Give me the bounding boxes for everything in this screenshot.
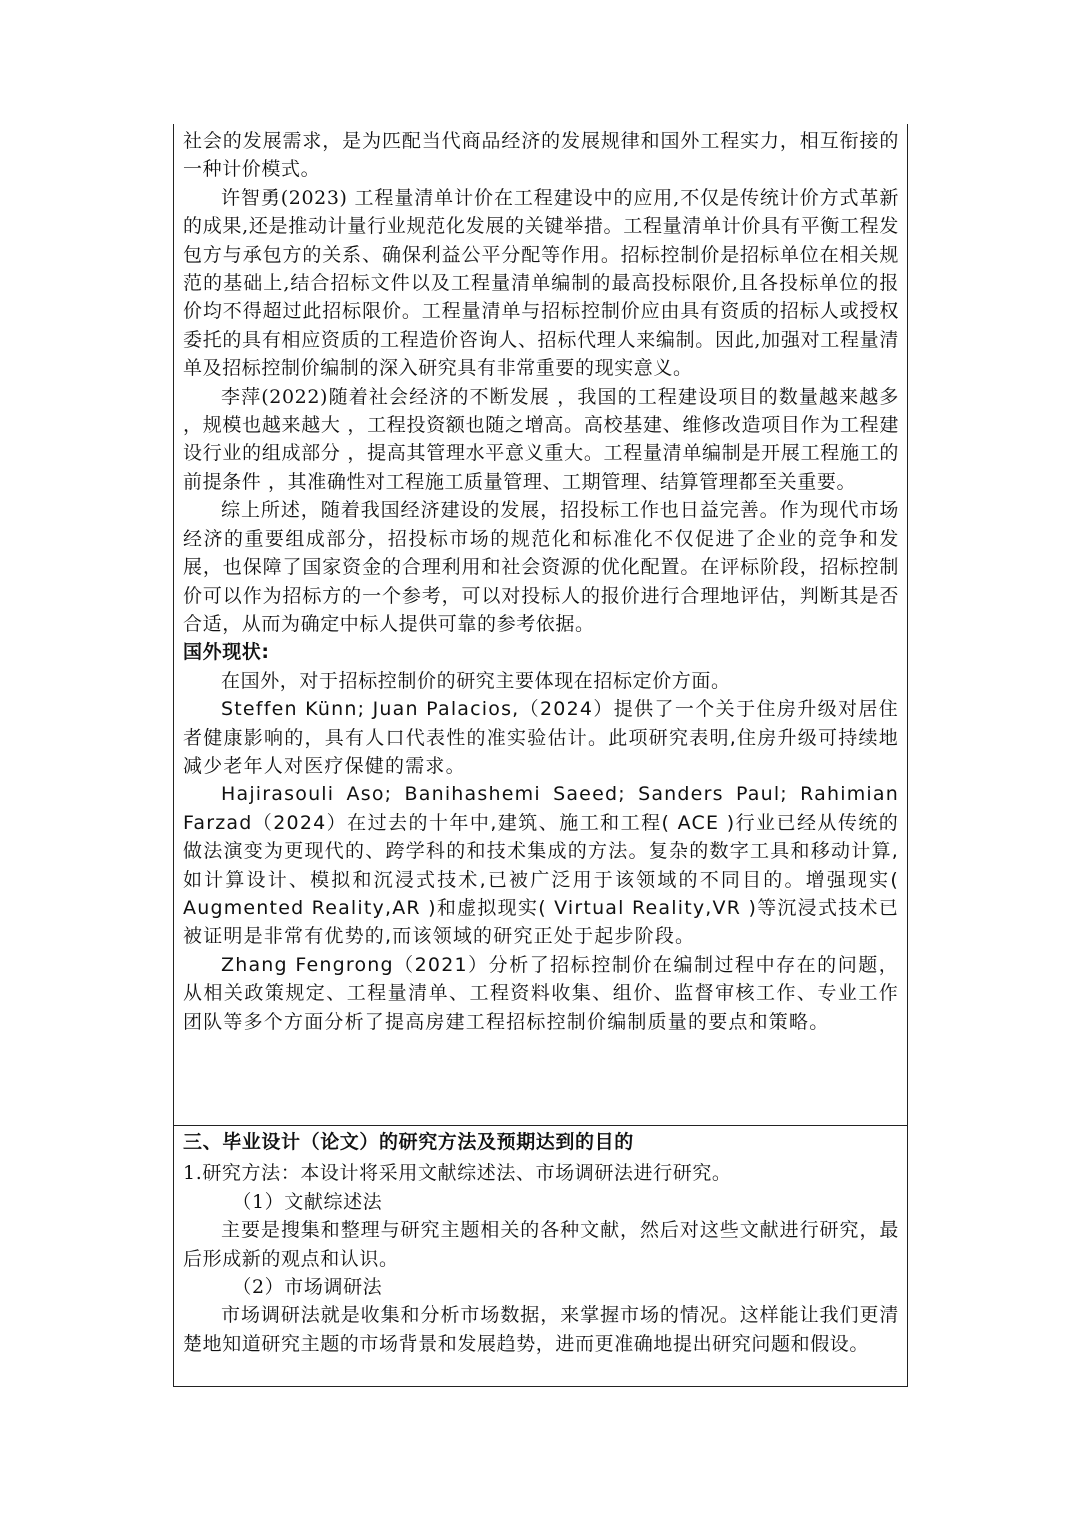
paragraph-hajirasouli: Hajirasouli Aso; Banihashemi Saeed; Sanders Paul; Rahimian Farzad（2024）在过去的十年中,建筑、施工和工程( ACE )行业已经从传统的做法演变为更现代的、跨学科的和技术集成的方法。复杂的数字工具和移动计算,如计算设计、模拟和沉浸式技术,已被广泛用于该领域的不同目的。增强现实( Augmented Reality,AR )和虚拟现实( Virtual Reality,VR )等沉浸式技术已被证明是非常有优势的,而该领域的研究正处于起步阶段。 [183, 783, 899, 948]
paragraph-summary: 综上所述，随着我国经济建设的发展，招投标工作也日益完善。作为现代市场经济的重要组成部分，招投标市场的规范化和标准化不仅促进了企业的竞争和发展，也保障了国家资金的合理利用和社会资源的优化配置。在评标阶段，招标控制价可以作为招标方的一个参考，可以对投标人的报价进行合理地评估，判断其是否合适，从而为确定中标人提供可靠的参考依据。 [183, 499, 899, 635]
paragraph-li-ping: 李萍(2022)随着社会经济的不断发展 ，我国的工程建设项目的数量越来越多 ，规模也越来越大 ，工程投资额也随之增高。高校基建、维修改造项目作为工程建设行业的组成部分 ，提高其管理水平意义重大。工程量清单编制是开展工程施工的前提条件 ，其准确性对工程施工质量管理、工期管理、结算管理都至关重要。 [183, 385, 899, 493]
method1-title: （1）文献综述法 [232, 1190, 383, 1213]
method2-title: （2）市场调研法 [232, 1276, 383, 1299]
paragraph-zhang-fengrong: Zhang Fengrong（2021）分析了招标控制价在编制过程中存在的问题，从相关政策规定、工程量清单、工程资料收集、组价、监督审核工作、专业工作团队等多个方面分析了提高房建工程招标控制价编制质量的要点和策略。 [183, 953, 899, 1033]
research-methods-text [183, 1128, 899, 1358]
literature-review-text [183, 127, 899, 1036]
method2-text: 市场调研法就是收集和分析市场数据，来掌握市场的情况。这样能让我们更清楚地知道研究主题的市场背景和发展趋势，进而更准确地提出研究问题和假设。 [183, 1304, 899, 1355]
foreign-status-heading: 国外现状: [183, 641, 270, 664]
paragraph-foreign-intro: 在国外，对于招标控制价的研究主要体现在招标定价方面。 [221, 669, 731, 692]
paragraph-continuation: 社会的发展需求，是为匹配当代商品经济的发展规律和国外工程实力，相互衔接的一种计价模式。 [183, 130, 899, 181]
paragraph-kunn-palacios: Steffen Künn; Juan Palacios,（2024）提供了一个关于住房升级对居住者健康影响的，具有人口代表性的准实验估计。此项研究表明,住房升级可持续地减少老年人对医疗保健的需求。 [183, 698, 899, 777]
paragraph-xu-zhiyong: 许智勇(2023) 工程量清单计价在工程建设中的应用,不仅是传统计价方式革新的成果,还是推动计量行业规范化发展的关键举措。工程量清单计价具有平衡工程发包方与承包方的关系、确保利益公平分配等作用。招标控制价是招标单位在相关规范的基础上,结合招标文件以及工程量清单编制的最高投标限价,且各投标单位的报价均不得超过此招标限价。工程量清单与招标控制价应由具有资质的招标人或授权委托的具有相应资质的工程造价咨询人、招标代理人来编制。因此,加强对工程量清单及招标控制价编制的深入研究具有非常重要的现实意义。 [183, 186, 899, 380]
method1-text: 主要是搜集和整理与研究主题相关的各种文献，然后对这些文献进行研究，最后形成新的观点和认识。 [183, 1219, 899, 1270]
section-three-title: 三、毕业设计（论文）的研究方法及预期达到的目的 [183, 1131, 634, 1153]
method-intro: 1.研究方法：本设计将采用文献综述法、市场调研法进行研究。 [183, 1162, 732, 1185]
